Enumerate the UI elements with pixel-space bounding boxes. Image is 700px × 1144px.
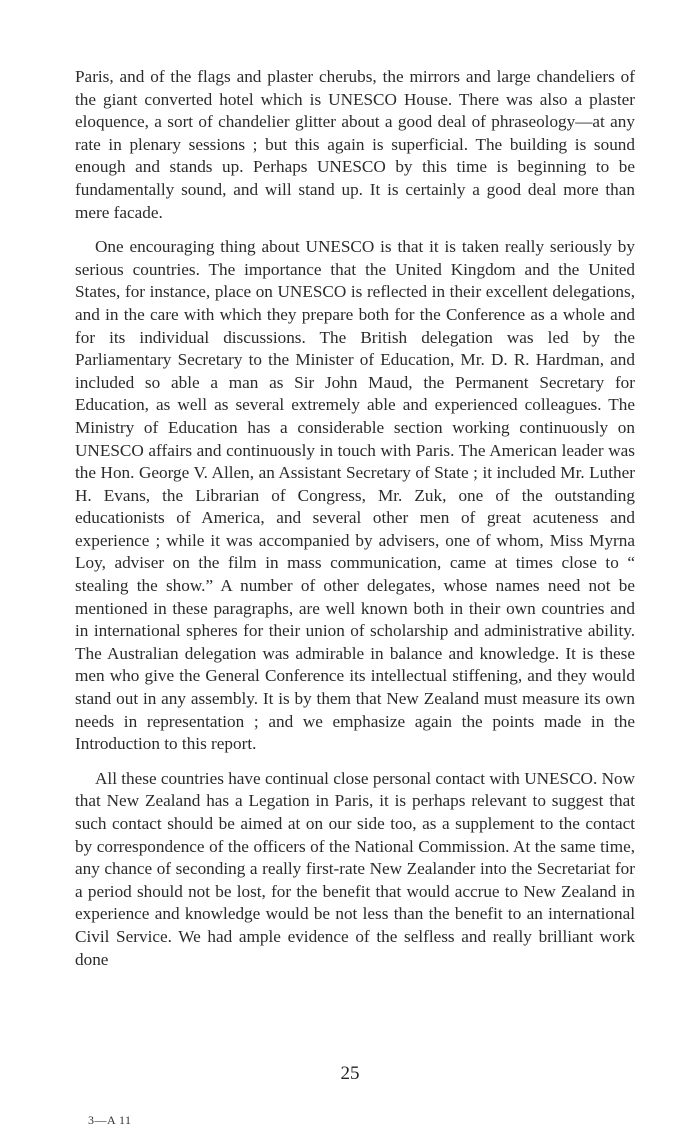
page-number: 25 [340,1063,360,1084]
paragraph-1: Paris, and of the flags and plaster cherubs, the mirrors and large chandeliers of the giant converted hotel which is UNESCO House. There was also a plaster eloquence, a sort of chandelier glitter about a good deal of phraseology—at any rate in plenary sessions ; but this again is superficial. The building is sound enough and stands up. Perhaps UNESCO by this time is beginning to be fundamentally sound, and will stand up. It is certainly a good deal more than mere facade. [75,67,635,222]
paragraph-3: All these countries have continual close personal contact with UNESCO. Now that New Zealand has a Legation in Paris, it is perhaps relevant to suggest that such contact should be aimed at on our side too, as a supplement to the contact by correspondence of the officers of the National Commission. At the same time, any chance of seconding a really first-rate New Zealander into the Secretariat for a period should not be lost, for the benefit that would accrue to New Zealand in experience and knowledge would be not less than the benefit to an international Civil Service. We had ample evidence of the selfless and really brilliant work done [75,768,635,969]
paragraph-2: One encouraging thing about UNESCO is that it is taken really seriously by serious countries. The importance that the United Kingdom and the United States, for instance, place on UNESCO is reflected in their excellent delegations, and in the care with which they prepare both for the Conference as a whole and for its individual discussions. The British delegation was led by the Parliamentary Secretary to the Minister of Education, Mr. D. R. Hardman, and included so able a man as Sir John Maud, the Permanent Secretary for Education, as well as several extremely able and experienced colleagues. The Ministry of Education has a considerable section working continuously on UNESCO affairs and continuously in touch with Paris. The American leader was the Hon. George V. Allen, an Assistant Secretary of State ; it included Mr. Luther H. Evans, the Librarian of Congress, Mr. Zuk, one of the outstanding educationists of America, and several other men of great acuteness and experience ; while it was accompanied by advisers, one of whom, Miss Myrna Loy, adviser on the film in mass communication, came at times close to “ stealing the show.” A number of other delegates, whose names need not be mentioned in these paragraphs, are well known both in their own countries and in international spheres for their union of scholarship and administrative ability. The Australian delegation was admirable in balance and knowledge. It is these men who give the General Conference its intellectual stiffening, and they would stand out in any assembly. It is by them that New Zealand must measure its own needs in representation ; and we emphasize again the points made in the Introduction to this report. [75,237,635,754]
printer-signature-mark: 3—A 11 [88,1113,132,1127]
body-text [75,66,635,983]
